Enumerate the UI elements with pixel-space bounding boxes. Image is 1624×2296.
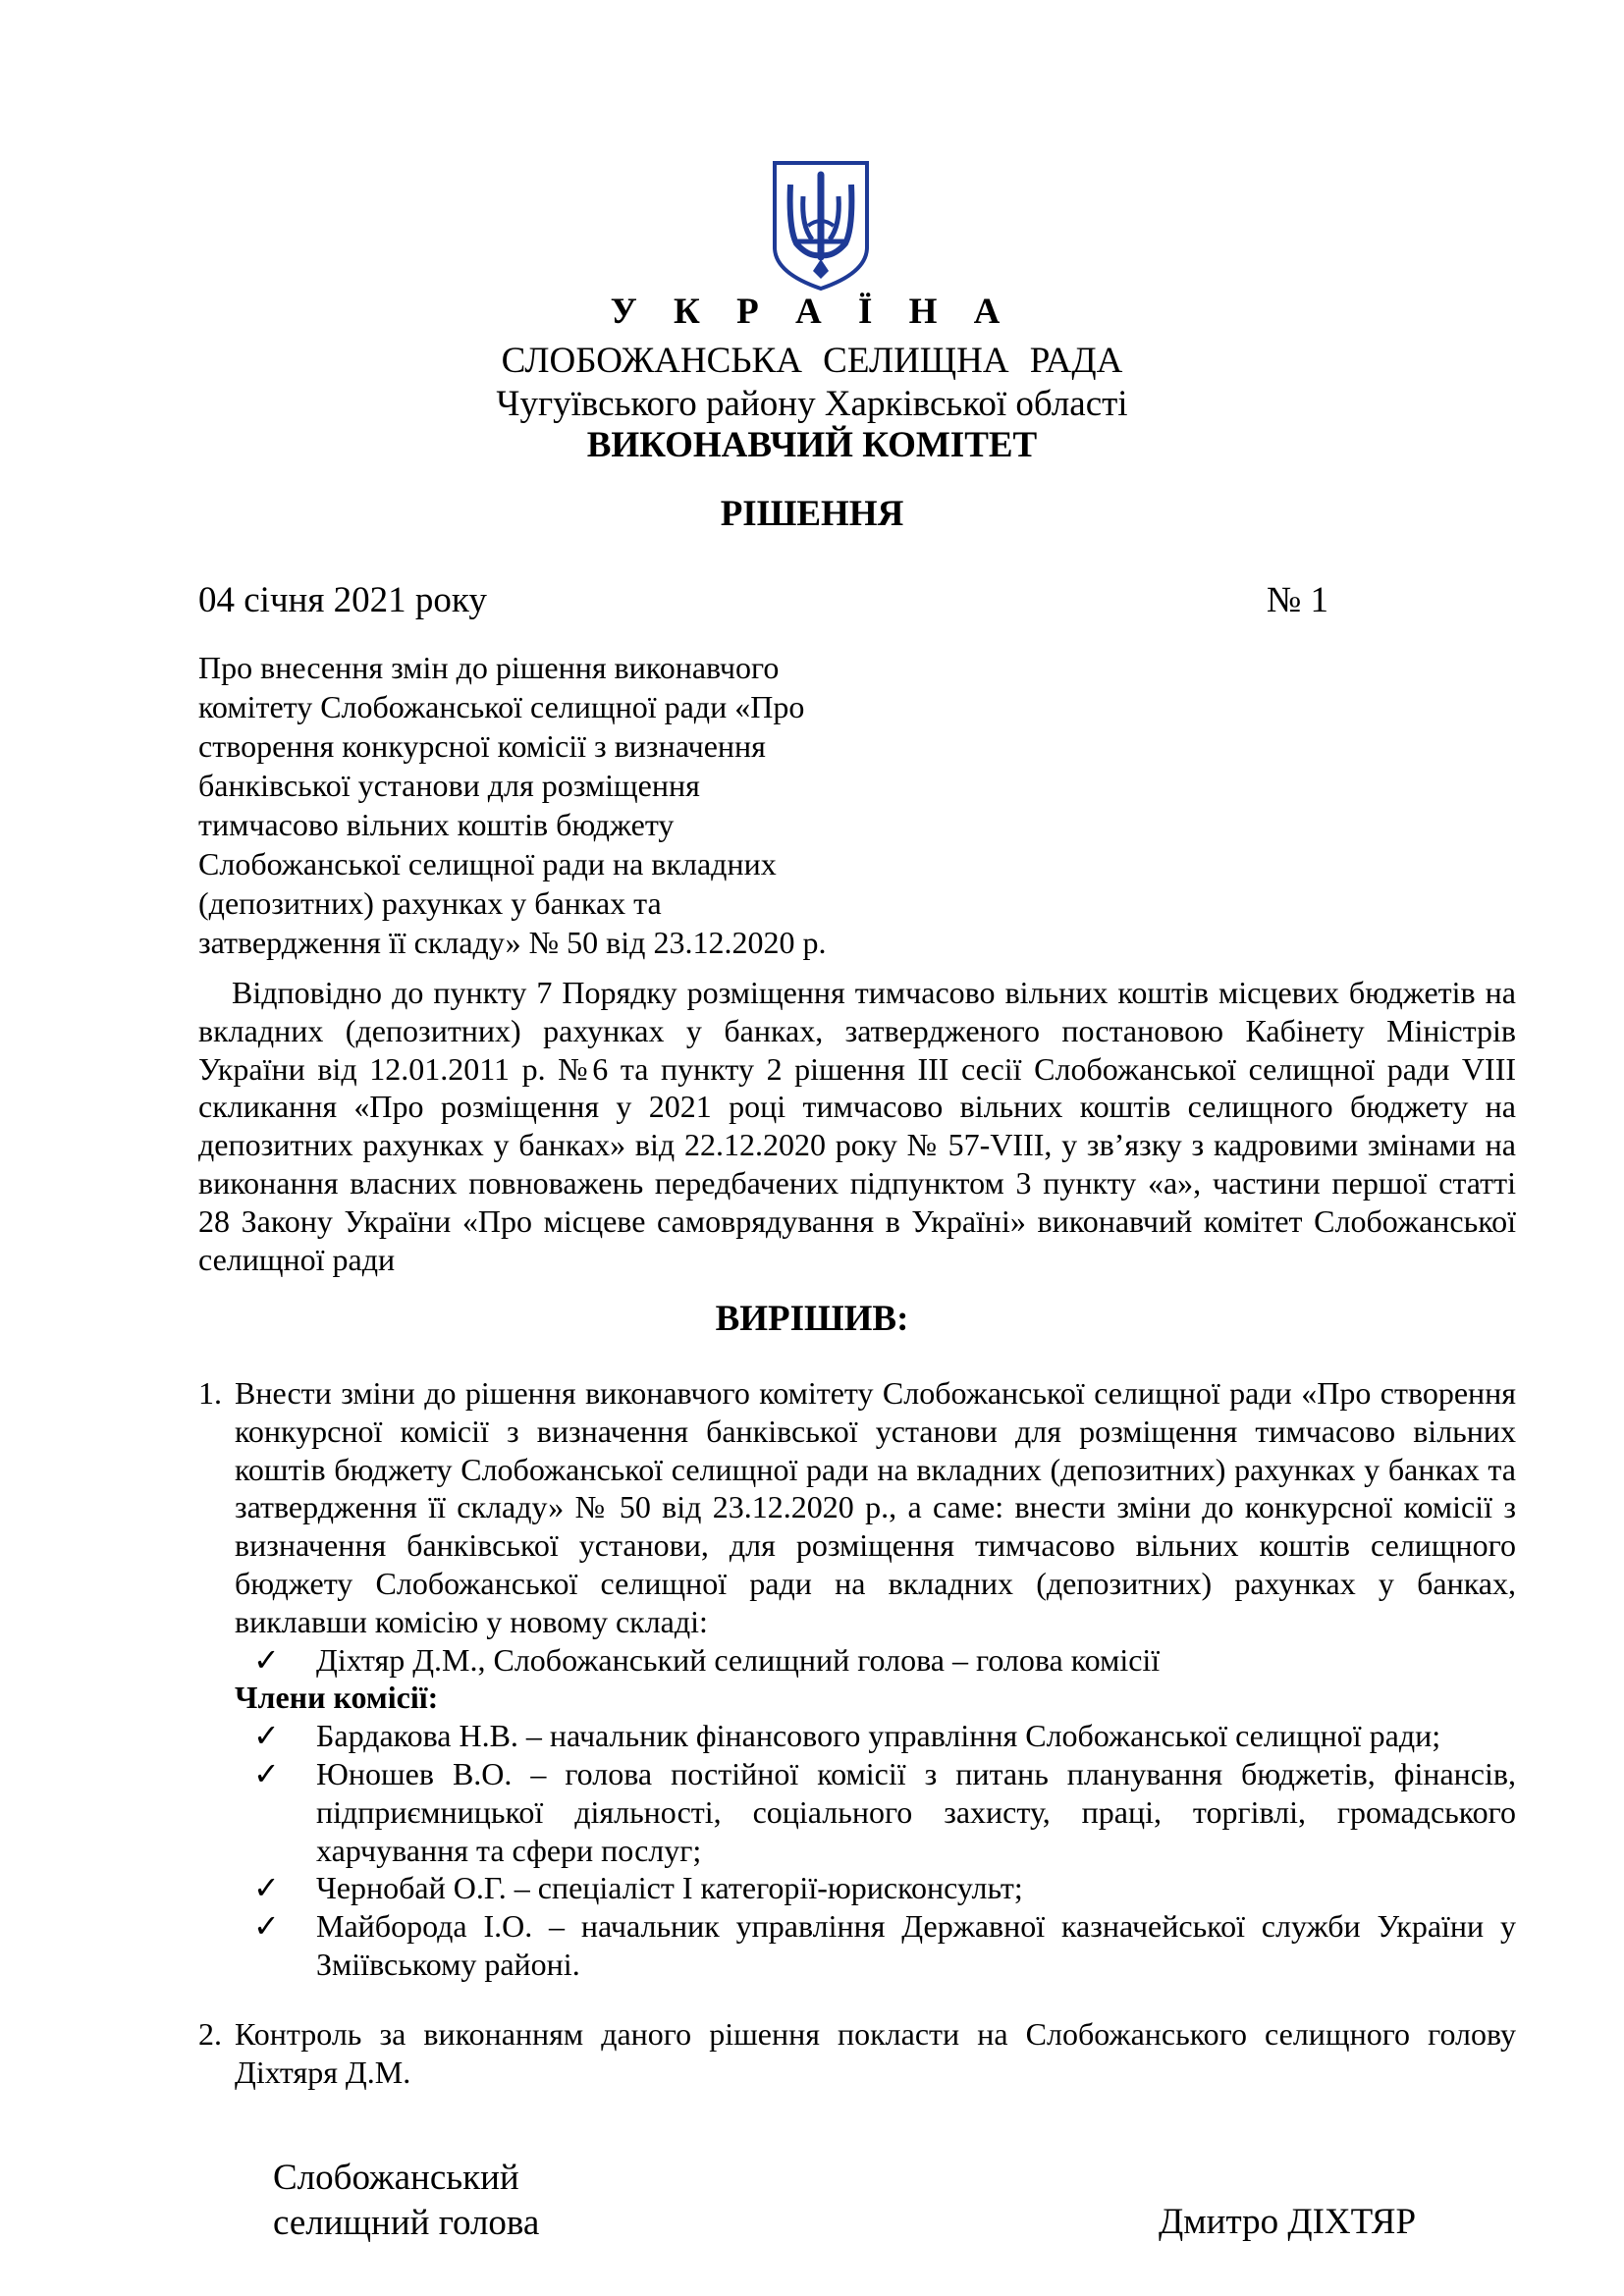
signature-name: Дмитро ДІХТЯР [1159,2202,1417,2242]
item-number: 1. [198,1375,222,1411]
decision-subject: Про внесення змін до рішення виконавчого комітету Слобожанської селищної ради «Про створення конкурсної комісії з визначення банківської установи для розміщення тимчасово вільних коштів бюджету Слобожанської селищної ради на вкладних (депозитних) рахунках у банках та затвердження її складу» № 50 від 23.12.2020 р. [198,650,827,960]
coat-of-arms-icon [769,157,873,294]
signature-position [273,2156,539,2246]
check-mark-icon: ✓ [253,1718,280,1754]
member-text: Юношев В.О. – голова постійної комісії з питань планування бюджетів, фінансів, підприємницької діяльності, соціального захисту, праці, торгівлі, громадського харчування та сфери послуг; [316,1755,1516,1868]
check-mark-icon: ✓ [253,1755,280,1791]
member-1 [253,1717,1516,1755]
member-text: Майборода І.О. – начальник управління Державної казначейської служби України у Зміївському районі. [316,1908,1516,1982]
country-title: У К Р А Ї Н А [610,292,1014,332]
member-text: Бардакова Н.В. – начальник фінансового управління Слобожанської селищної ради; [316,1718,1441,1754]
item-2 [198,2015,1516,2092]
decision-items [198,1374,1516,2091]
document-type: РІШЕННЯ [720,494,904,534]
signature-position-line1: Слобожанський [273,2158,519,2198]
member-4 [253,1907,1516,1984]
commission-chair [253,1641,1516,1680]
member-2 [253,1755,1516,1869]
check-mark-icon: ✓ [253,1870,280,1906]
item-text: Контроль за виконанням даного рішення покласти на Слобожанського селищного голову Діхтяря Д.М. [235,2015,1516,2090]
resolved-heading: ВИРІШИВ: [715,1299,909,1339]
members-heading: Члени комісії: [235,1680,439,1716]
decision-date: 04 січня 2021 року [198,580,487,620]
item-number: 2. [198,2015,222,2052]
check-mark-icon: ✓ [253,1641,280,1678]
member-3 [253,1869,1516,1907]
member-text: Чернобай О.Г. – спеціаліст І категорії-юрисконсульт; [316,1870,1023,1906]
item-text: Внести зміни до рішення виконавчого комітету Слобожанської селищної ради «Про створення конкурсної комісії з визначення банківської установи для розміщення тимчасово вільних коштів бюджету Слобожанської селищної ради на вкладних (депозитних) рахунках у банках та затвердження її складу» № 50 від 23.12.2020 р., а саме: внести зміни до конкурсної комісії з визначення банківської установи, для розміщення тимчасово вільних коштів селищного бюджету Слобожанської селищної ради на вкладних (депозитних) рахунках у банках, виклавши комісію у новому складі: [235,1375,1516,1639]
committee-title: ВИКОНАВЧИЙ КОМІТЕТ [586,425,1038,465]
chair-text: Діхтяр Д.М., Слобожанський селищний голова – голова комісії [316,1641,1161,1678]
preamble-paragraph: Відповідно до пункту 7 Порядку розміщення тимчасово вільних коштів місцевих бюджетів на вкладних (депозитних) рахунках у банках, затвердженого постановою Кабінету Міністрів України від 12.01.2011 р. №6 та пункту 2 рішення ІІІ сесії Слобожанської селищної ради VIII скликання «Про розміщення у 2021 році тимчасово вільних коштів селищного бюджету на депозитних рахунках у банках» від 22.12.2020 року № 57-VIII, у зв’язку з кадровими змінами на виконання власних повноважень передбачених підпунктом 3 пункту «а», частини першої статті 28 Закону України «Про місцеве самоврядування в Україні» виконавчий комітет Слобожанської селищної ради [198,975,1516,1277]
check-mark-icon: ✓ [253,1908,280,1945]
council-title: СЛОБОЖАНСЬКА СЕЛИЩНА РАДА [501,341,1123,381]
district-title: Чугуївського району Харківської області [496,384,1128,424]
decision-number: № 1 [1267,580,1329,620]
item-1 [198,1374,1516,1641]
signature-position-line2: селищний голова [273,2203,540,2243]
